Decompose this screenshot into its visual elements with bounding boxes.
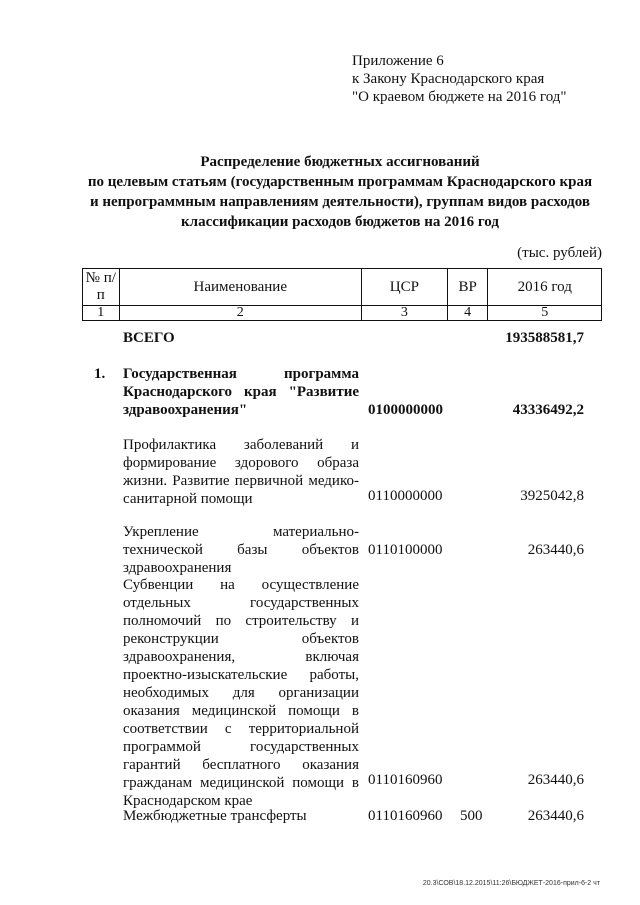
table-row-sum: 3925042,8	[520, 488, 584, 504]
table-row-sum: 193588581,7	[505, 330, 584, 346]
table-row-vr: 500	[460, 808, 483, 824]
header-vr: ВР	[447, 269, 488, 306]
document-title	[60, 152, 620, 232]
table-row-name: ВСЕГО	[123, 330, 175, 346]
title-line: Распределение бюджетных ассигнований	[200, 154, 480, 170]
table-row-name: Укрепление материально-технической базы объектов здравоохранения	[123, 524, 359, 576]
table-row-sum: 43336492,2	[512, 402, 584, 418]
table-row-csr: 0110000000	[368, 488, 443, 504]
column-number: 5	[488, 306, 602, 321]
table-row-csr: 0110160960	[368, 808, 443, 824]
units-label: (тыс. рублей)	[517, 245, 602, 261]
header-row	[83, 269, 602, 306]
appendix-line: "О краевом бюджете на 2016 год"	[352, 89, 567, 105]
table-row-sum: 263440,6	[527, 808, 584, 824]
header-num: № п/п	[83, 269, 120, 306]
table-row-num: 1.	[94, 366, 106, 382]
table-row-csr: 0100000000	[368, 402, 443, 418]
file-path-footer: 20.3\СОВ\18.12.2015\11:26\БЮДЖЕТ-2016-прил-6-2 чт	[422, 880, 600, 887]
table-header	[82, 268, 602, 321]
title-line: классификации расходов бюджетов на 2016 год	[181, 214, 499, 230]
column-number: 1	[83, 306, 120, 321]
header-name: Наименование	[119, 269, 361, 306]
column-number: 4	[447, 306, 488, 321]
table-row-name: Межбюджетные трансферты	[123, 808, 307, 824]
table-row-csr: 0110160960	[368, 772, 443, 788]
title-line: и непрограммным направлениям деятельности), группам видов расходов	[89, 194, 591, 210]
header-csr: ЦСР	[361, 269, 447, 306]
table-row-name: Субвенции на осуществление отдельных государственных полномочий по строительству и реконструкции объектов здравоохранения, включая проектно-изыскательские работы, необходимых для организации оказания медицинской помощи в соответствии с территориальной программой государственных гарантий бесплатного оказания гражданам медицинской помощи в Краснодарском крае	[123, 577, 359, 809]
column-number: 3	[361, 306, 447, 321]
column-number-row	[83, 306, 602, 321]
table-row-name: Государственная программа Краснодарского края "Развитие здравоохранения"	[123, 366, 359, 418]
table-row-sum: 263440,6	[527, 772, 584, 788]
appendix-line: к Закону Краснодарского края	[352, 71, 545, 87]
table-row-sum: 263440,6	[527, 542, 584, 558]
appendix-line: Приложение 6	[352, 53, 444, 69]
table-row-name: Профилактика заболеваний и формирование здорового образа жизни. Развитие первичной медико-санитарной помощи	[123, 437, 359, 507]
header-year: 2016 год	[488, 269, 602, 306]
title-line: по целевым статьям (государственным программам Краснодарского края	[87, 174, 593, 190]
table-row-csr: 0110100000	[368, 542, 443, 558]
column-number: 2	[119, 306, 361, 321]
appendix-note	[352, 52, 567, 106]
